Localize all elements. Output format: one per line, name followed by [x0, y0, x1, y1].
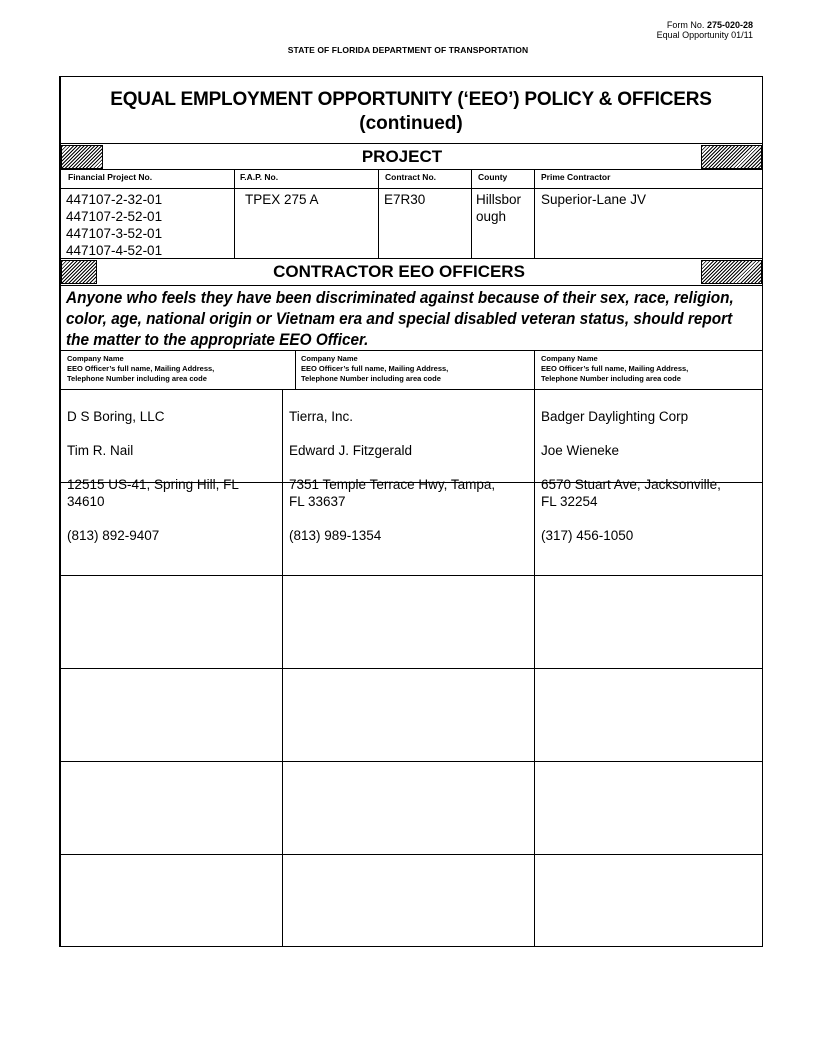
mailing-address: 6570 Stuart Ave, Jacksonville, FL 32254 [541, 477, 721, 509]
hatch-left-project [61, 145, 103, 169]
col-fap-no: F.A.P. No. [240, 172, 279, 182]
eeo-col-header-3: Company Name EEO Officer’s full name, Mailing Address, Telephone Number including area code [541, 354, 689, 383]
eeo-col-header-2: Company Name EEO Officer’s full name, Mailing Address, Telephone Number including area code [301, 354, 449, 383]
company-name: Tierra, Inc. [289, 409, 354, 424]
county-value: Hillsbor ough [476, 192, 522, 224]
company-name: D S Boring, LLC [67, 409, 165, 424]
form-number: Form No. 275-020-28 Equal Opportunity 01/11 [560, 20, 753, 40]
prime-contractor-value: Superior-Lane JV [541, 192, 647, 207]
financial-project-numbers: 447107-2-32-01 447107-2-52-01 447107-3-52-01 447107-4-52-01 [66, 192, 163, 258]
project-section-title: PROJECT [361, 147, 443, 166]
contract-number: E7R30 [384, 192, 426, 207]
col-county: County [478, 172, 508, 182]
telephone: (317) 456-1050 [541, 528, 634, 543]
hatch-left-officers [61, 260, 97, 284]
col-prime-contractor: Prime Contractor [541, 172, 611, 182]
hatch-right-project [701, 145, 762, 169]
officer-name: Tim R. Nail [67, 443, 134, 458]
discrimination-notice: Anyone who feels they have been discriminated against because of their sex, race, religion, color, age, national origin or Vietnam era and special disabled veteran status, should report the matter to the appropriate EEO Officer. [66, 289, 734, 349]
telephone: (813) 989-1354 [289, 528, 382, 543]
eeo-officer-entry [289, 391, 495, 561]
col-contract-no: Contract No. [385, 172, 436, 182]
agency-name: STATE OF FLORIDA DEPARTMENT OF TRANSPORTATION [287, 45, 529, 55]
officers-section-title: CONTRACTOR EEO OFFICERS [273, 262, 525, 281]
fap-number: TPEX 275 A [245, 192, 319, 207]
officer-name: Joe Wieneke [541, 443, 620, 458]
company-name: Badger Daylighting Corp [541, 409, 689, 424]
officer-name: Edward J. Fitzgerald [289, 443, 413, 458]
hatch-right-officers [701, 260, 762, 284]
page-title: EQUAL EMPLOYMENT OPPORTUNITY (‘EEO’) POLICY & OFFICERS (continued) [110, 89, 712, 134]
telephone: (813) 892-9407 [67, 528, 160, 543]
form-subtitle: Equal Opportunity 01/11 [656, 30, 753, 40]
col-financial-project-no: Financial Project No. [68, 172, 153, 182]
eeo-officer-entry [67, 391, 239, 561]
eeo-officer-entry [541, 391, 721, 561]
mailing-address: 7351 Temple Terrace Hwy, Tampa, FL 33637 [289, 477, 496, 509]
eeo-col-header-1: Company Name EEO Officer’s full name, Mailing Address, Telephone Number including area code [67, 354, 215, 383]
mailing-address: 12515 US-41, Spring Hill, FL 34610 [67, 477, 239, 509]
